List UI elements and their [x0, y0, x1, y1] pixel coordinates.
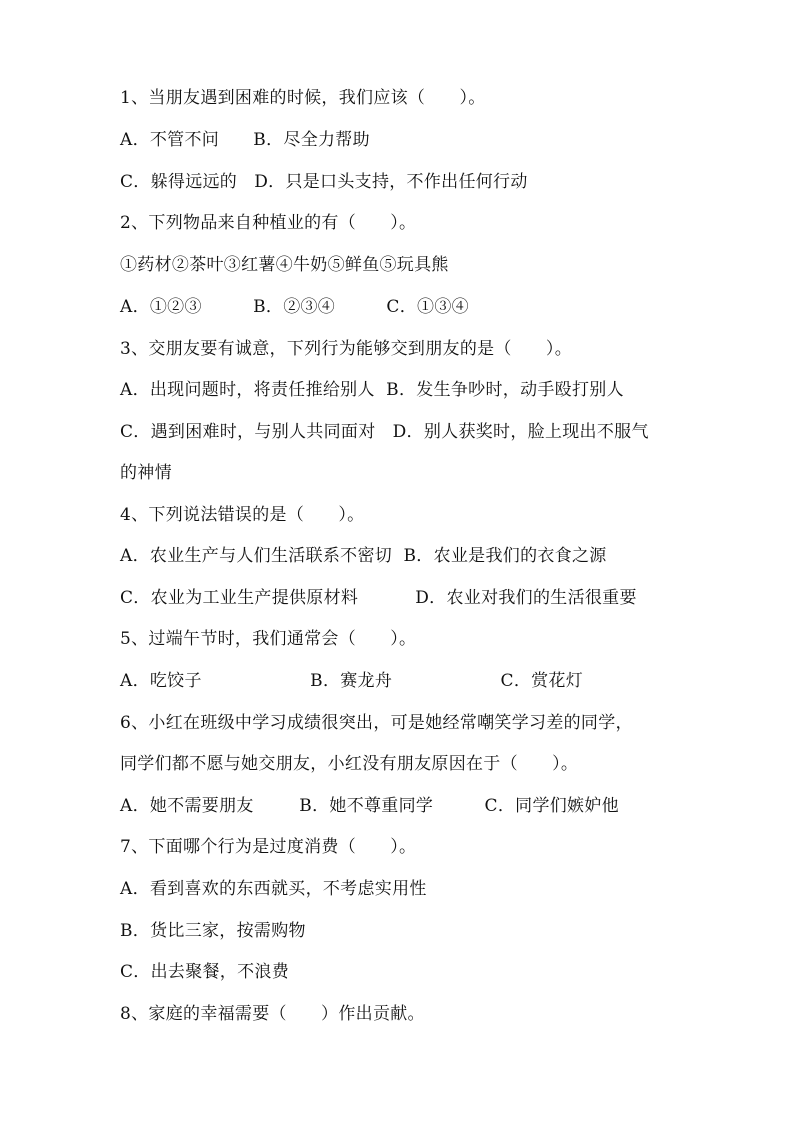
- q3-options-ab: A．出现问题时，将责任推给别人 B．发生争吵时，动手殴打别人: [120, 380, 624, 400]
- question-6: 6、小红在班级中学习成绩很突出，可是她经常嘲笑学习差的同学，: [120, 713, 633, 733]
- question-8: 8、家庭的幸福需要（ ）作出贡献。: [120, 1004, 425, 1024]
- q1-options-ab: A．不管不问 B．尽全力帮助: [120, 130, 370, 150]
- q7-option-b: B．货比三家，按需购物: [120, 921, 306, 941]
- q2-options: A．①②③ B．②③④ C．①③④: [120, 297, 469, 317]
- question-2: 2、下列物品来自种植业的有（ ）。: [120, 213, 417, 233]
- q4-options-cd: C．农业为工业生产提供原材料 D．农业对我们的生活很重要: [120, 588, 637, 608]
- q1-options-cd: C．躲得远远的 D．只是口头支持，不作出任何行动: [120, 172, 528, 192]
- question-1: 1、当朋友遇到困难的时候，我们应该（ ）。: [120, 88, 486, 108]
- question-6-cont: 同学们都不愿与她交朋友，小红没有朋友原因在于（ ）。: [120, 754, 579, 774]
- q5-options: A．吃饺子 B．赛龙舟 C．赏花灯: [120, 671, 584, 691]
- q3-options-cd-cont: 的神情: [120, 463, 172, 483]
- question-3: 3、交朋友要有诚意，下列行为能够交到朋友的是（ ）。: [120, 339, 573, 359]
- q2-item-list: ①药材②茶叶③红薯④牛奶⑤鲜鱼⑤玩具熊: [120, 255, 449, 275]
- question-4: 4、下列说法错误的是（ ）。: [120, 505, 365, 525]
- q4-options-ab: A．农业生产与人们生活联系不密切 B．农业是我们的衣食之源: [120, 546, 607, 566]
- question-5: 5、过端午节时，我们通常会（ ）。: [120, 629, 417, 649]
- question-7: 7、下面哪个行为是过度消费（ ）。: [120, 837, 417, 857]
- q6-options: A．她不需要朋友 B．她不尊重同学 C．同学们嫉妒他: [120, 796, 619, 816]
- q7-option-a: A．看到喜欢的东西就买，不考虑实用性: [120, 879, 427, 899]
- q3-options-cd: C．遇到困难时，与别人共同面对 D．别人获奖时，脸上现出不服气: [120, 422, 649, 442]
- q7-option-c: C．出去聚餐，不浪费: [120, 962, 290, 982]
